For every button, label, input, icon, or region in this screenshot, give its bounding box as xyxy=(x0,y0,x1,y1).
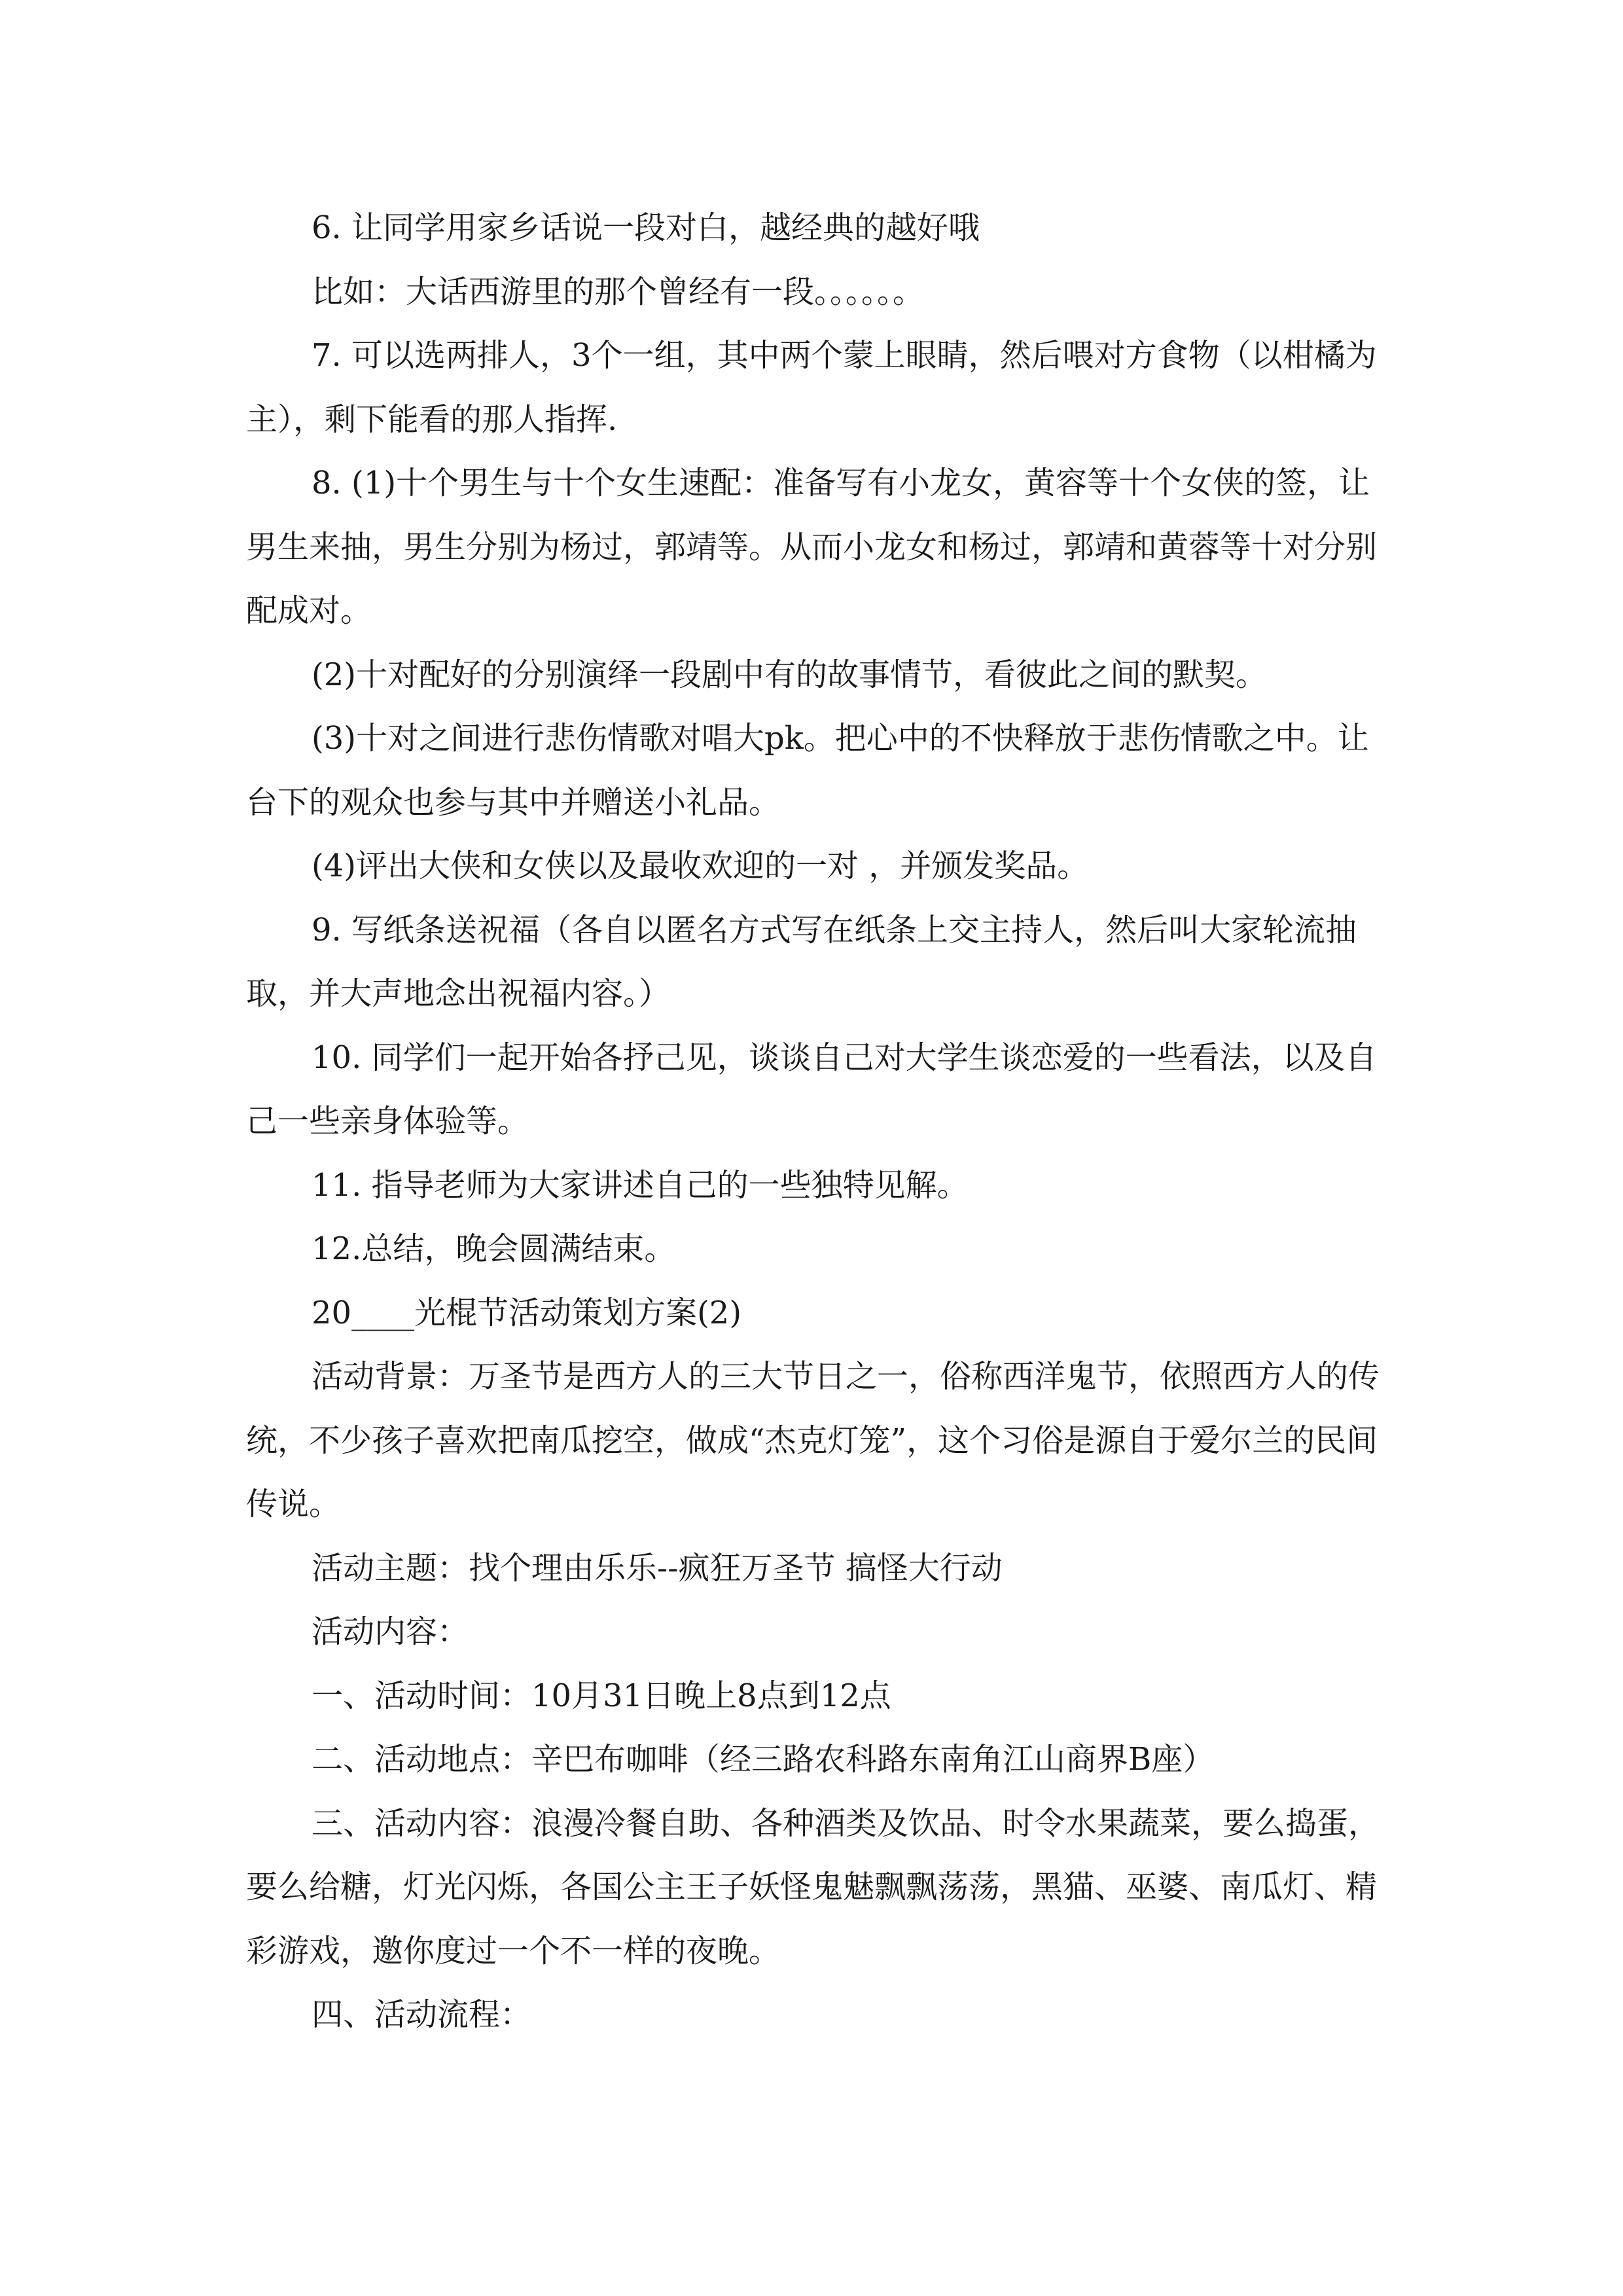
paragraph-item-6: 6. 让同学用家乡话说一段对白，越经典的越好哦 xyxy=(312,209,980,246)
paragraph-item-8-3: (3)十对之间进行悲伤情歌对唱大pk。把心中的不快释放于悲伤情歌之中。让台下的观众也参与其中并赠送小礼品。 xyxy=(246,720,1369,821)
paragraph-example: 比如：大话西游里的那个曾经有一段。。。。。。 xyxy=(312,273,925,310)
paragraph-theme: 活动主题：找个理由乐乐--疯狂万圣节 搞怪大行动 xyxy=(312,1549,1003,1587)
paragraph-content: 三、活动内容：浪漫冷餐自助、各种酒类及饮品、时令水果蔬菜，要么捣蛋，要么给糖，灯光闪烁，各国公主王子妖怪鬼魅飘飘荡荡，黑猫、巫婆、南瓜灯、精彩游戏，邀你度过一个不一样的夜晚。 xyxy=(246,1804,1380,1969)
paragraph-item-8: 8. (1)十个男生与十个女生速配：准备写有小龙女，黄容等十个女侠的签，让男生来抽，男生分别为杨过，郭靖等。从而小龙女和杨过，郭靖和黄蓉等十对分别配成对。 xyxy=(246,465,1378,629)
paragraph-item-10: 10. 同学们一起开始各抒己见，谈谈自己对大学生谈恋爱的一些看法，以及自己一些亲身体验等。 xyxy=(246,1039,1377,1139)
paragraph-item-12: 12.总结，晚会圆满结束。 xyxy=(312,1230,676,1267)
paragraph-content-label: 活动内容： xyxy=(312,1613,469,1650)
paragraph-process: 四、活动流程： xyxy=(312,1996,532,2033)
paragraph-item-8-4: (4)评出大侠和女侠以及最收欢迎的一对 ，并颁发奖品。 xyxy=(312,848,1089,884)
section-heading: 20____光棍节活动策划方案(2) xyxy=(312,1294,742,1331)
paragraph-item-8-2: (2)十对配好的分别演绎一段剧中有的故事情节，看彼此之间的默契。 xyxy=(312,656,1267,693)
paragraph-location: 二、活动地点：辛巴布咖啡（经三路农科路东南角江山商界B座） xyxy=(312,1741,1215,1778)
paragraph-time: 一、活动时间：10月31日晚上8点到12点 xyxy=(312,1677,891,1714)
paragraph-item-7: 7. 可以选两排人，3个一组，其中两个蒙上眼睛，然后喂对方食物（以柑橘为主），剩下能看的那人指挥. xyxy=(246,337,1377,438)
paragraph-item-9: 9. 写纸条送祝福（各自以匿名方式写在纸条上交主持人，然后叫大家轮流抽取，并大声地念出祝福内容。） xyxy=(246,911,1357,1012)
paragraph-item-11: 11. 指导老师为大家讲述自己的一些独特见解。 xyxy=(312,1166,969,1204)
paragraph-background: 活动背景：万圣节是西方人的三大节日之一，俗称西洋鬼节，依照西方人的传统，不少孩子喜欢把南瓜挖空，做成“杰克灯笼”，这个习俗是源自于爱尔兰的民间传说。 xyxy=(246,1358,1380,1522)
document-body xyxy=(246,196,1398,2047)
